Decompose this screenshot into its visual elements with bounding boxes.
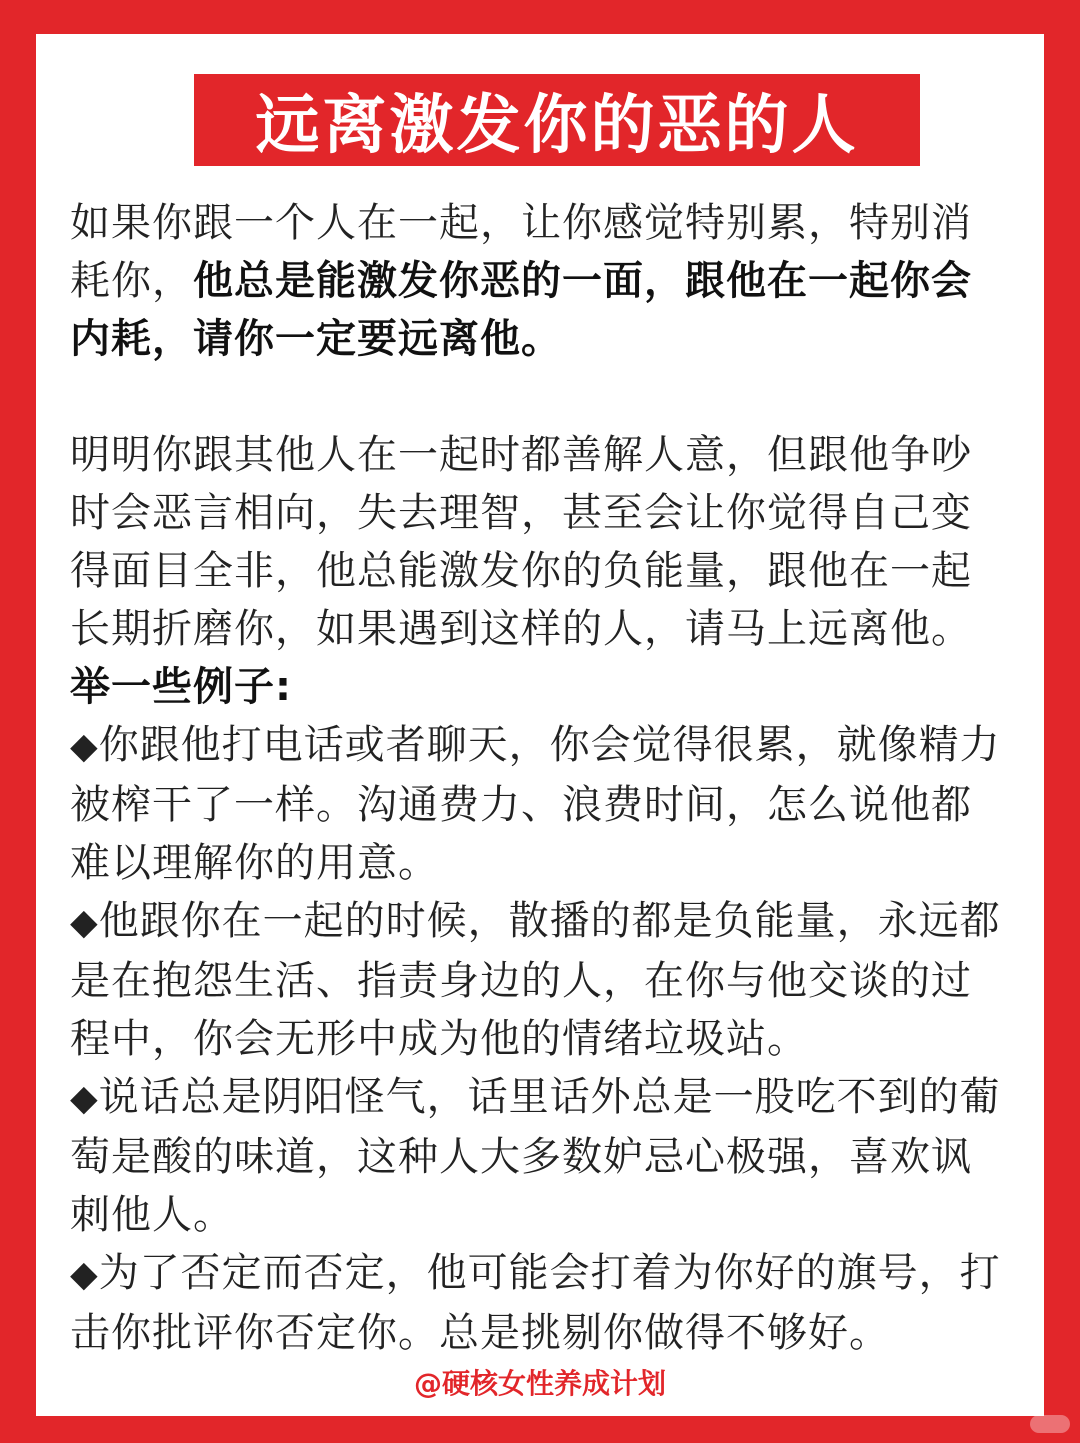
content-card xyxy=(36,34,1044,1416)
example-item xyxy=(70,1068,1012,1244)
example-text: 你跟他打电话或者聊天，你会觉得很累，就像精力被榨干了一样。沟通费力、浪费时间，怎么说他都难以理解你的用意。 xyxy=(70,722,1001,886)
intro-emphasis: 他总是能激发你恶的一面，跟他在一起你会内耗，请你一定要远离他。 xyxy=(70,258,972,362)
diamond-bullet-icon: ◆ xyxy=(70,1078,99,1119)
article-body xyxy=(70,194,1012,1362)
examples-heading: 举一些例子: xyxy=(70,664,292,710)
watermark-icon xyxy=(1030,1415,1070,1433)
example-item xyxy=(70,892,1012,1068)
intro-text: 如果你跟一个人在一起，让你感觉特别累，特别消耗你， xyxy=(70,200,972,304)
author-handle: @硬核女性养成计划 xyxy=(413,1367,666,1400)
example-text: 他跟你在一起的时候，散播的都是负能量，永远都是在抱怨生活、指责身边的人，在你与他交谈的过程中，你会无形中成为他的情绪垃圾站。 xyxy=(70,898,1001,1062)
example-item xyxy=(70,1244,1012,1362)
diamond-bullet-icon: ◆ xyxy=(70,1254,99,1295)
paragraph-spacer xyxy=(70,368,1012,426)
intro-paragraph xyxy=(70,194,1012,368)
description-paragraph: 明明你跟其他人在一起时都善解人意，但跟他争吵时会恶言相向，失去理智，甚至会让你觉得自己变得面目全非，他总能激发你的负能量，跟他在一起长期折磨你，如果遇到这样的人，请马上远离他。 xyxy=(70,432,972,652)
example-text: 说话总是阴阳怪气，话里话外总是一股吃不到的葡萄是酸的味道，这种人大多数妒忌心极强，喜欢讽刺他人。 xyxy=(70,1074,1001,1238)
example-item xyxy=(70,716,1012,892)
page-title: 远离激发你的恶的人 xyxy=(194,74,920,166)
diamond-bullet-icon: ◆ xyxy=(70,726,99,767)
example-text: 为了否定而否定，他可能会打着为你好的旗号，打击你批评你否定你。总是挑剔你做得不够好。 xyxy=(70,1250,1001,1356)
diamond-bullet-icon: ◆ xyxy=(70,902,99,943)
